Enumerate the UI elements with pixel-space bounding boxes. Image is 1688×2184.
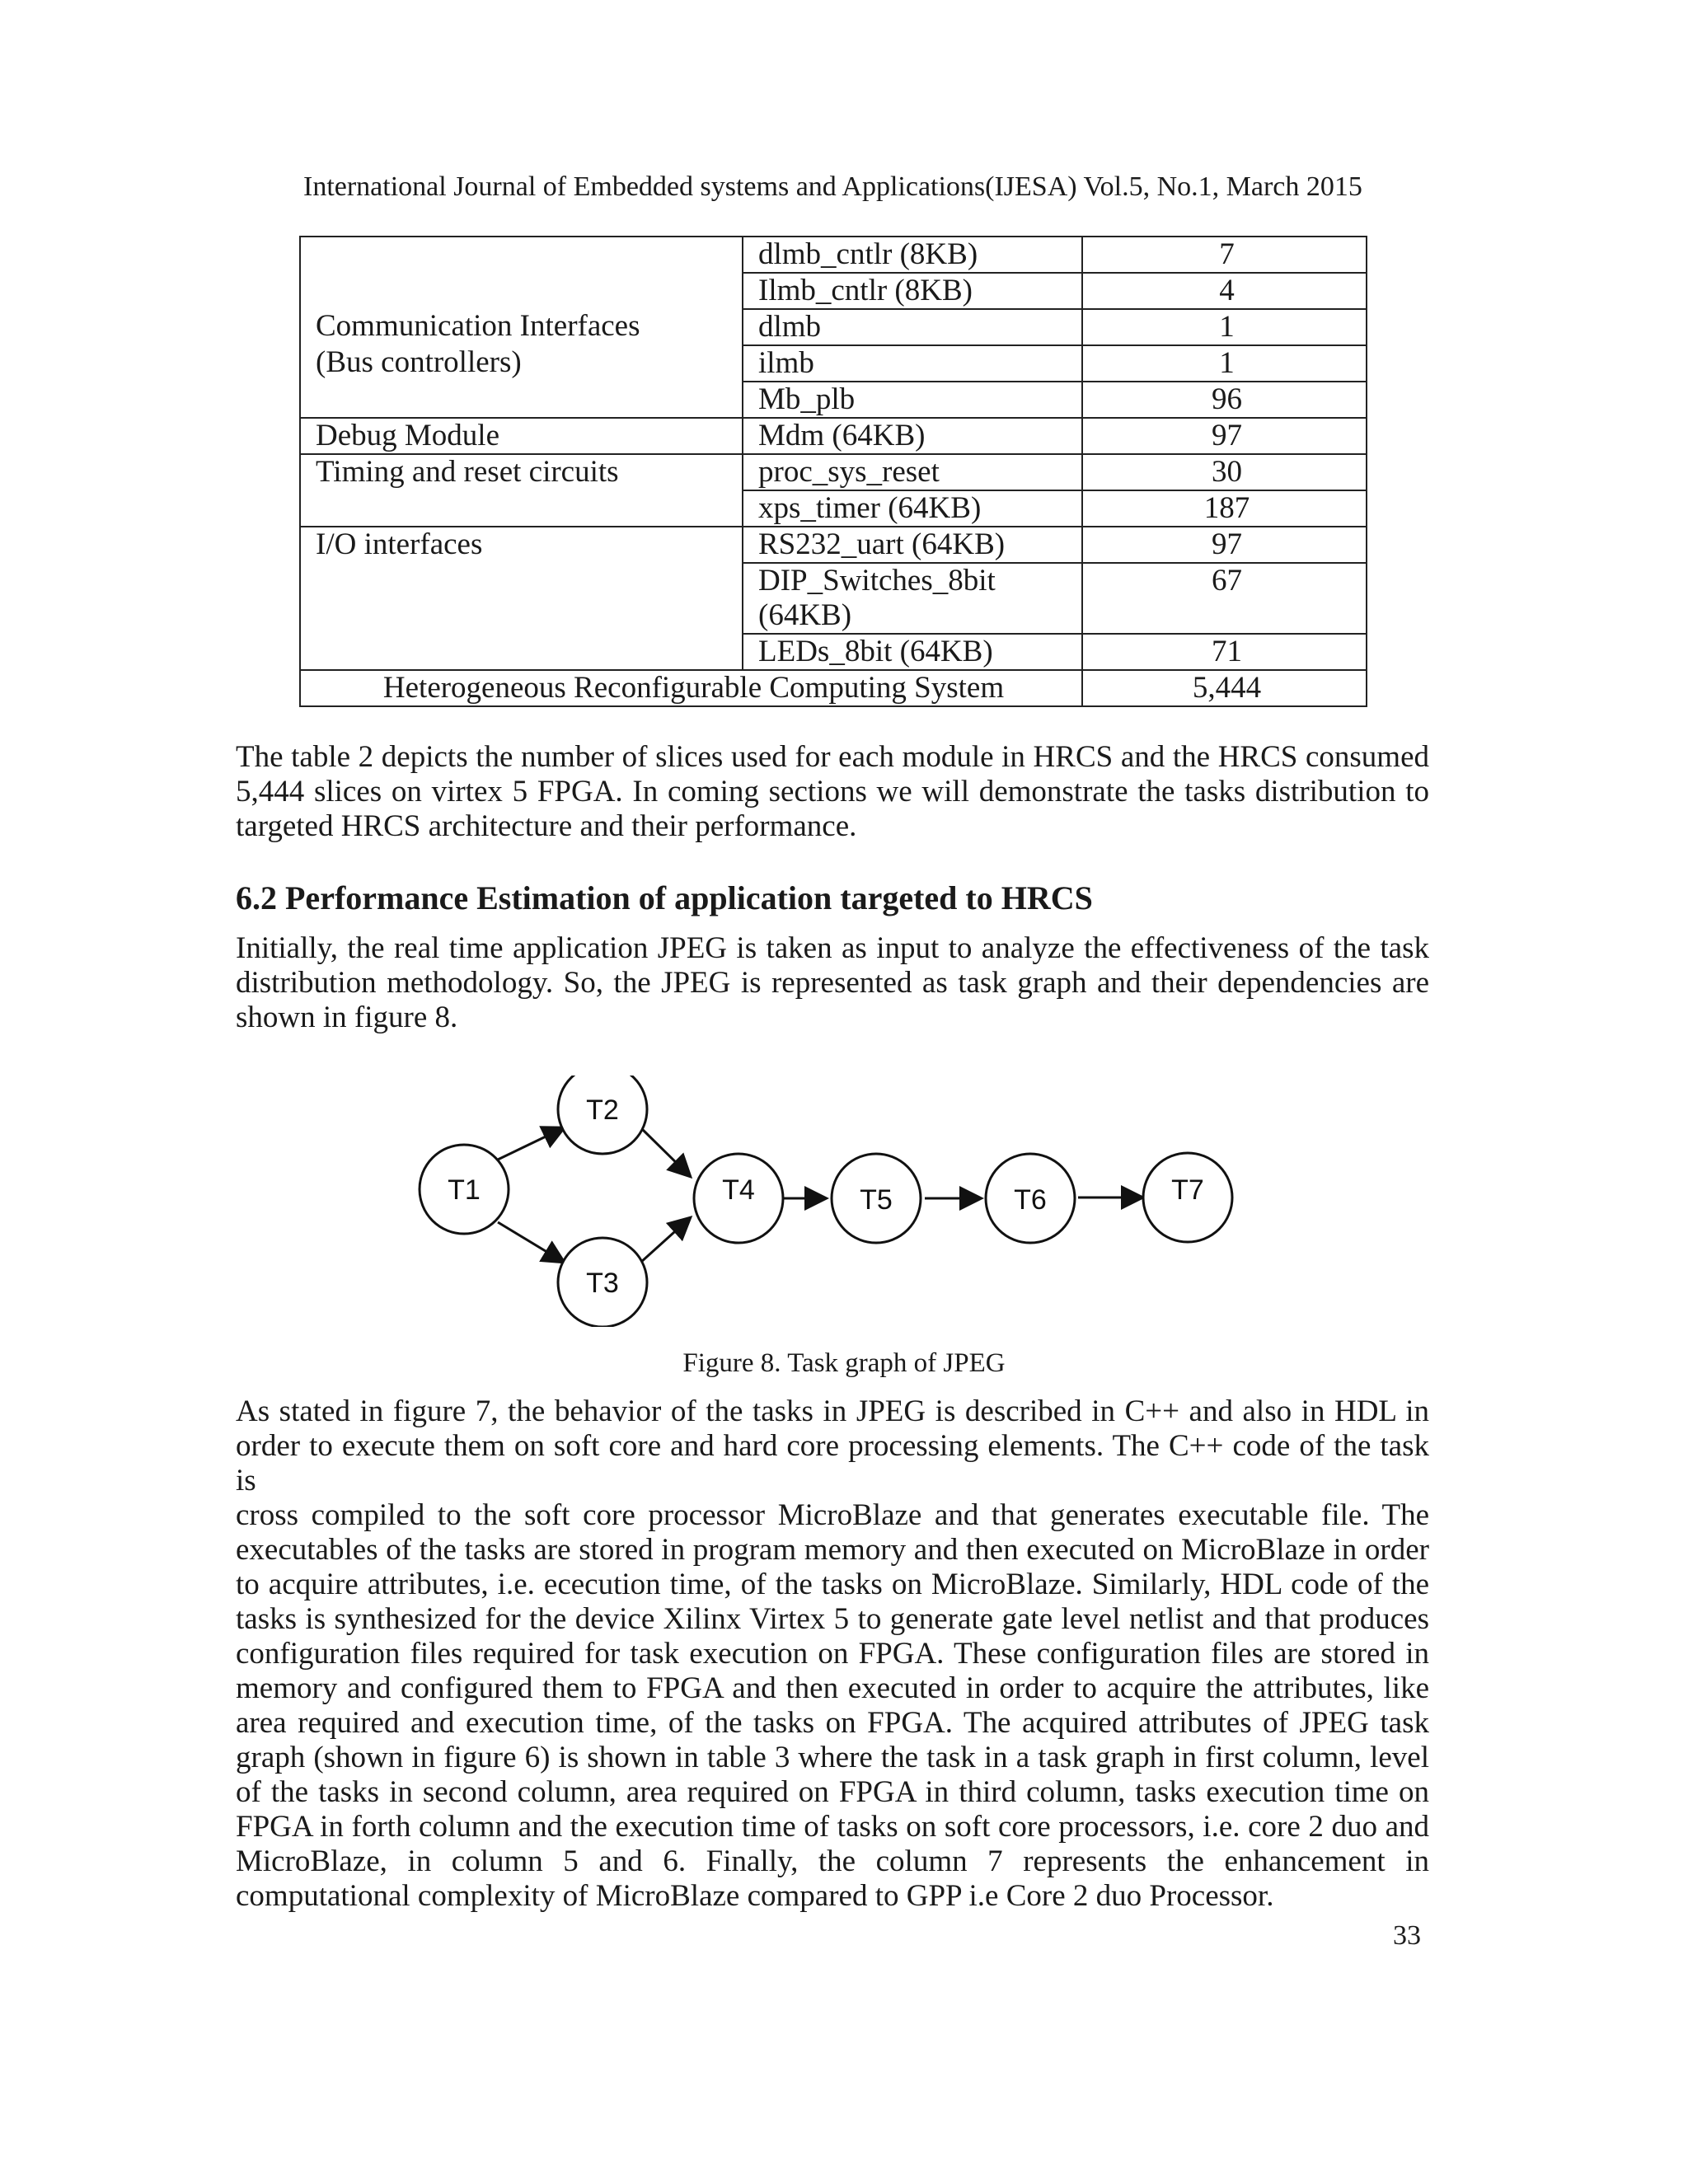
text-line: configuration files required for task execution on FPGA. These configuration files are stored in	[236, 1637, 1429, 1671]
slices-cell: 30	[1082, 454, 1367, 490]
slices-table	[299, 236, 1367, 707]
text-line: executables of the tasks are stored in program memory and then executed on MicroBlaze in order	[236, 1533, 1429, 1567]
module-cell: LEDs_8bit (64KB)	[743, 634, 1082, 670]
group-cell	[300, 490, 743, 527]
group-cell: I/O interfaces	[300, 527, 743, 563]
module-cell: proc_sys_reset	[743, 454, 1082, 490]
group-cell	[300, 634, 743, 670]
module-cell: dlmb_cntlr (8KB)	[743, 237, 1082, 273]
slices-cell: 97	[1082, 418, 1367, 454]
text-line: Initially, the real time application JPEG is taken as input to analyze the effectiveness of the task	[236, 931, 1429, 965]
node-label: T2	[586, 1094, 619, 1126]
task-graph	[412, 1076, 1269, 1327]
page-number: 33	[1393, 1920, 1421, 1951]
module-cell: Mb_plb	[743, 382, 1082, 418]
table-row	[300, 345, 1367, 382]
table-row	[300, 490, 1367, 527]
module-line: (64KB)	[758, 598, 852, 632]
total-label: Heterogeneous Reconfigurable Computing System	[300, 670, 1082, 706]
module-cell: dlmb	[743, 309, 1082, 345]
table-row	[300, 237, 1367, 273]
table-row	[300, 634, 1367, 670]
figure-caption: Figure 8. Task graph of JPEG	[682, 1348, 1006, 1378]
text-line: computational complexity of MicroBlaze compared to GPP i.e Core 2 duo Processor.	[236, 1879, 1274, 1913]
node-label: T5	[860, 1184, 893, 1216]
group-cell: Communication Interfaces	[300, 309, 743, 345]
slices-cell: 71	[1082, 634, 1367, 670]
text-line: area required and execution time, of the tasks on FPGA. The acquired attributes of JPEG task	[236, 1706, 1429, 1740]
module-cell: ilmb	[743, 345, 1082, 382]
slices-cell: 7	[1082, 237, 1367, 273]
module-line: DIP_Switches_8bit	[758, 564, 996, 598]
group-cell	[300, 382, 743, 418]
group-cell	[300, 563, 743, 634]
module-cell: xps_timer (64KB)	[743, 490, 1082, 527]
table-row	[300, 563, 1367, 634]
text-line: The table 2 depicts the number of slices used for each module in HRCS and the HRCS consumed	[236, 740, 1429, 774]
module-cell: Ilmb_cntlr (8KB)	[743, 273, 1082, 309]
text-line: order to execute them on soft core and hard core processing elements. The C++ code of the task is	[236, 1429, 1429, 1497]
running-header: International Journal of Embedded systems and Applications(IJESA) Vol.5, No.1, March 2015	[303, 171, 1362, 202]
text-line: cross compiled to the soft core processor MicroBlaze and that generates executable file. The	[236, 1498, 1429, 1532]
edge-t1-t3	[498, 1222, 565, 1263]
table-row	[300, 454, 1367, 490]
group-cell	[300, 237, 743, 273]
table-total-row	[300, 670, 1367, 706]
table-row	[300, 273, 1367, 309]
node-label: T6	[1014, 1184, 1047, 1216]
slices-cell: 96	[1082, 382, 1367, 418]
node-label: T4	[722, 1174, 755, 1206]
group-cell: Timing and reset circuits	[300, 454, 743, 490]
node-label: T1	[448, 1174, 481, 1206]
text-line: shown in figure 8.	[236, 1001, 458, 1034]
text-line: distribution methodology. So, the JPEG is represented as task graph and their dependencies are	[236, 966, 1429, 1000]
text-line: targeted HRCS architecture and their performance.	[236, 809, 857, 843]
node-label: T3	[586, 1268, 619, 1299]
text-line: graph (shown in figure 6) is shown in table 3 where the task in a task graph in first column, level	[236, 1741, 1429, 1774]
text-line: of the tasks in second column, area required on FPGA in third column, tasks execution time on	[236, 1775, 1429, 1809]
text-line: to acquire attributes, i.e. ececution time, of the tasks on MicroBlaze. Similarly, HDL code of the	[236, 1568, 1429, 1601]
paragraph-body	[236, 1394, 1429, 1914]
section-heading: 6.2 Performance Estimation of application targeted to HRCS	[236, 879, 1093, 916]
group-cell: (Bus controllers)	[300, 345, 743, 382]
text-line: FPGA in forth column and the execution time of tasks on soft core processors, i.e. core 2 duo and	[236, 1810, 1429, 1844]
group-cell: Debug Module	[300, 418, 743, 454]
group-cell	[300, 273, 743, 309]
text-line: MicroBlaze, in column 5 and 6. Finally, the column 7 represents the enhancement in	[236, 1844, 1429, 1878]
paragraph-table-summary	[236, 740, 1429, 844]
paragraph-intro	[236, 931, 1429, 1035]
table-row	[300, 418, 1367, 454]
table-row	[300, 527, 1367, 563]
slices-cell: 97	[1082, 527, 1367, 563]
node-label: T7	[1171, 1174, 1204, 1206]
total-value: 5,444	[1082, 670, 1367, 706]
edge-t1-t2	[498, 1127, 565, 1160]
slices-cell: 4	[1082, 273, 1367, 309]
module-cell	[743, 563, 1082, 634]
text-line: As stated in figure 7, the behavior of the tasks in JPEG is described in C++ and also in HDL in	[236, 1394, 1429, 1428]
edge-t3-t4	[640, 1217, 691, 1263]
text-line: 5,444 slices on virtex 5 FPGA. In coming sections we will demonstrate the tasks distribution to	[236, 775, 1429, 808]
module-cell: RS232_uart (64KB)	[743, 527, 1082, 563]
slices-cell: 67	[1082, 563, 1367, 634]
slices-cell: 1	[1082, 309, 1367, 345]
edge-t2-t4	[640, 1127, 691, 1177]
text-line: tasks is synthesized for the device Xilinx Virtex 5 to generate gate level netlist and that produces	[236, 1602, 1429, 1636]
slices-cell: 187	[1082, 490, 1367, 527]
table-row	[300, 382, 1367, 418]
table-row	[300, 309, 1367, 345]
module-cell: Mdm (64KB)	[743, 418, 1082, 454]
text-line: memory and configured them to FPGA and then executed in order to acquire the attributes, like	[236, 1671, 1429, 1705]
slices-cell: 1	[1082, 345, 1367, 382]
